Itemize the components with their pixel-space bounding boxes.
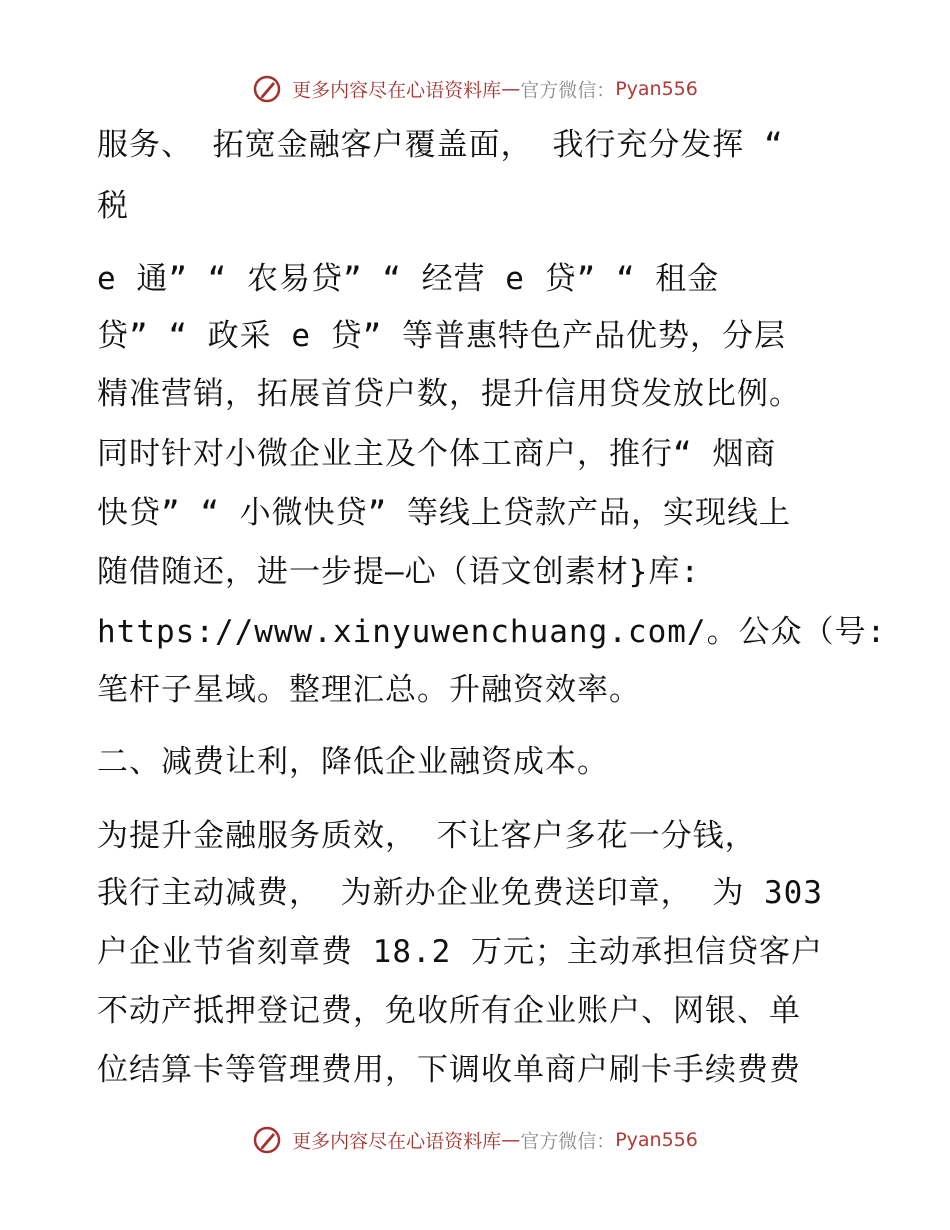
text-line: 笔杆子星域。整理汇总。升融资效率。: [97, 672, 641, 708]
text-line: 服务、 拓宽金融客户覆盖面， 我行充分发挥 “: [97, 127, 784, 163]
wechat-id: Pyan556: [615, 78, 698, 100]
pen-logo-icon: [252, 74, 282, 104]
wechat-id: Pyan556: [615, 1129, 698, 1151]
pen-logo-icon: [252, 1125, 282, 1155]
text-line: 精准营销，拓展首贷户数，提升信用贷发放比例。: [97, 376, 801, 412]
banner-separator: —: [501, 78, 521, 100]
text-line: 快贷” “ 小微快贷” 等线上贷款产品，实现线上: [97, 495, 791, 531]
text-line: 不动产抵押登记费，免收所有企业账户、网银、单: [97, 993, 801, 1029]
section-heading: 二、减费让利，降低企业融资成本。: [97, 744, 609, 780]
text-line: 户企业节省刻章费 18.2 万元；主动承担信贷客户: [97, 934, 823, 970]
wechat-label: 官方微信：: [520, 79, 616, 102]
text-line: 税: [97, 188, 129, 224]
text-line: 贷” “ 政采 e 贷” 等普惠特色产品优势，分层: [97, 318, 786, 354]
text-line: https://www.xinyuwenchuang.com/。公众（号:: [97, 614, 887, 650]
wechat-label: 官方微信：: [520, 1130, 616, 1153]
banner-text: 更多内容尽在心语资料库: [292, 1130, 502, 1153]
text-line: 为提升金融服务质效， 不让客户多花一分钱，: [97, 818, 757, 854]
text-line: 我行主动减费， 为新办企业免费送印章， 为 303: [97, 875, 823, 911]
text-line: 随借随还，进一步提—心（语文创素材}库:: [97, 554, 700, 590]
text-line: e 通” “ 农易贷” “ 经营 e 贷” “ 租金: [97, 261, 720, 297]
header-banner: [0, 74, 950, 104]
text-line: 同时针对小微企业主及个体工商户，推行“ 烟商: [97, 436, 777, 472]
banner-separator: —: [501, 1129, 521, 1151]
text-line: 位结算卡等管理费用，下调收单商户刷卡手续费费: [97, 1052, 801, 1088]
banner-text: 更多内容尽在心语资料库: [292, 79, 502, 102]
footer-banner: [0, 1125, 950, 1155]
